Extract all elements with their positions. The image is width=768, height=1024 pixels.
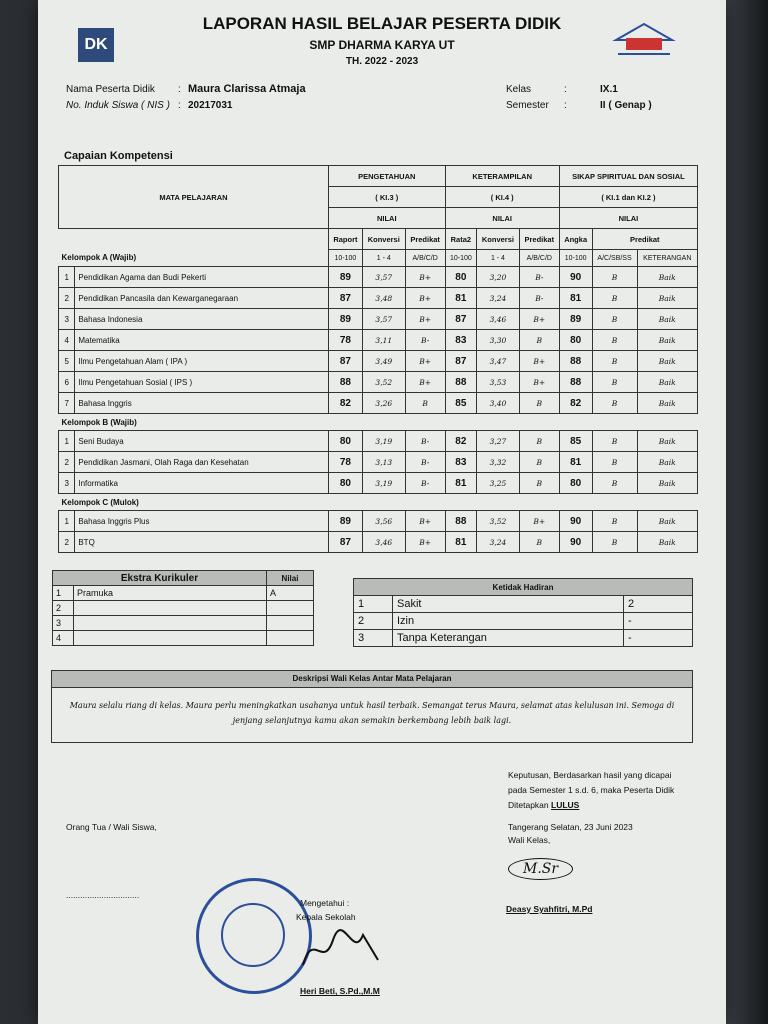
grade-k1: 3,13 <box>362 452 405 473</box>
grade-s: B <box>592 393 637 414</box>
ekstra-no: 4 <box>53 631 74 646</box>
grade-p2: B <box>519 452 559 473</box>
row-number: 2 <box>59 532 75 553</box>
grade-ket: Baik <box>637 473 697 494</box>
school-logo: DK <box>78 28 114 62</box>
grade-ket: Baik <box>637 431 697 452</box>
grade-k1: 3,49 <box>362 351 405 372</box>
grade-k2: 3,40 <box>477 393 520 414</box>
ekstra-value <box>267 616 314 631</box>
grade-a: 89 <box>559 309 592 330</box>
row-number: 2 <box>59 452 75 473</box>
table-row <box>59 393 698 414</box>
grade-a: 88 <box>559 351 592 372</box>
grade-k2: 3,47 <box>477 351 520 372</box>
grade-p1: B- <box>405 330 445 351</box>
ekstra-no: 2 <box>53 601 74 616</box>
grade-r2: 81 <box>445 532 476 553</box>
grade-k2: 3,24 <box>477 288 520 309</box>
grade-r: 87 <box>328 532 362 553</box>
grade-a: 90 <box>559 532 592 553</box>
grade-ket: Baik <box>637 452 697 473</box>
table-row <box>59 511 698 532</box>
ekstra-value: A <box>267 586 314 601</box>
col-sikap: SIKAP SPIRITUAL DAN SOSIAL <box>559 166 697 187</box>
attendance-no: 3 <box>354 630 393 647</box>
subject-name: Bahasa Inggris <box>75 393 329 414</box>
grade-p1: B- <box>405 431 445 452</box>
ekstra-row <box>53 631 314 646</box>
mengetahui-label: Mengetahui : <box>300 898 350 908</box>
ekstra-name <box>74 601 267 616</box>
attendance-value: - <box>624 613 693 630</box>
grade-r: 80 <box>328 431 362 452</box>
grade-k1: 3,57 <box>362 267 405 288</box>
nis-label: No. Induk Siswa ( NIS ) <box>66 100 170 111</box>
ekstra-title: Ekstra Kurikuler <box>53 571 267 586</box>
grade-a: 90 <box>559 267 592 288</box>
ekstra-row <box>53 616 314 631</box>
semester-value: II ( Genap ) <box>600 100 652 111</box>
place-date: Tangerang Selatan, 23 Juni 2023 <box>508 822 633 832</box>
subject-name: Bahasa Indonesia <box>75 309 329 330</box>
grade-a: 81 <box>559 288 592 309</box>
report-title: LAPORAN HASIL BELAJAR PESERTA DIDIK <box>202 14 562 33</box>
grade-r: 89 <box>328 511 362 532</box>
table-row <box>59 330 698 351</box>
grade-p1: B+ <box>405 267 445 288</box>
grade-k2: 3,20 <box>477 267 520 288</box>
semester-label: Semester <box>506 100 549 111</box>
description-text: Maura selalu riang di kelas. Maura perlu meningkatkan usahanya untuk hasil terbaik. Semangat terus Maura, selamat atas kelulusan ini. Semoga di jenjang selanjutnya kamu akan semakin berkembang lebih baik lagi. <box>69 701 675 725</box>
table-row <box>59 372 698 393</box>
attendance-row <box>354 613 693 630</box>
group-label: Kelompok C (Mulok) <box>61 497 139 507</box>
grade-k2: 3,32 <box>477 452 520 473</box>
attendance-name: Izin <box>393 613 624 630</box>
ekstra-value <box>267 601 314 616</box>
grade-s: B <box>592 288 637 309</box>
grade-s: B <box>592 431 637 452</box>
attendance-row <box>354 630 693 647</box>
grade-r2: 82 <box>445 431 476 452</box>
orang-tua-label: Orang Tua / Wali Siswa, <box>66 822 157 832</box>
range-label: A/B/C/D <box>405 250 445 267</box>
kepsek-signature-icon <box>298 925 388 975</box>
student-nis: 20217031 <box>188 100 233 111</box>
attendance-row <box>354 596 693 613</box>
grade-a: 80 <box>559 473 592 494</box>
wali-kelas-name: Deasy Syahfitri, M.Pd <box>506 904 593 914</box>
class-value: IX.1 <box>600 84 618 95</box>
grade-ket: Baik <box>637 330 697 351</box>
ekstra-name <box>74 631 267 646</box>
table-row <box>59 309 698 330</box>
grade-s: B <box>592 267 637 288</box>
group-label: Kelompok B (Wajib) <box>61 417 137 427</box>
table-row <box>59 532 698 553</box>
grade-p2: B <box>519 393 559 414</box>
grade-s: B <box>592 372 637 393</box>
grade-a: 82 <box>559 393 592 414</box>
attendance-table <box>353 578 693 647</box>
grade-k1: 3,11 <box>362 330 405 351</box>
row-number: 3 <box>59 309 75 330</box>
grade-k1: 3,52 <box>362 372 405 393</box>
grade-r: 89 <box>328 309 362 330</box>
col-subject: MATA PELAJARAN <box>59 166 329 229</box>
section-title: Capaian Kompetensi <box>64 150 173 162</box>
subject-name: BTQ <box>75 532 329 553</box>
grade-ket: Baik <box>637 351 697 372</box>
grade-r2: 80 <box>445 267 476 288</box>
grade-r2: 88 <box>445 511 476 532</box>
grade-r: 82 <box>328 393 362 414</box>
grade-k2: 3,25 <box>477 473 520 494</box>
grade-s: B <box>592 532 637 553</box>
class-label: Kelas <box>506 84 532 95</box>
grade-k2: 3,52 <box>477 511 520 532</box>
row-number: 7 <box>59 393 75 414</box>
col-keterampilan: KETERAMPILAN <box>445 166 559 187</box>
grade-p2: B- <box>519 288 559 309</box>
range-label: 1 - 4 <box>477 250 520 267</box>
group-label: Kelompok A (Wajib) <box>61 253 137 263</box>
attendance-name: Tanpa Keterangan <box>393 630 624 647</box>
grade-k2: 3,53 <box>477 372 520 393</box>
grade-r: 88 <box>328 372 362 393</box>
description-title: Deskripsi Wali Kelas Antar Mata Pelajaran <box>52 671 692 688</box>
ekstra-table <box>52 570 314 646</box>
grade-a: 85 <box>559 431 592 452</box>
grade-r: 80 <box>328 473 362 494</box>
grade-p1: B+ <box>405 511 445 532</box>
grade-p2: B <box>519 473 559 494</box>
grade-p1: B+ <box>405 532 445 553</box>
grade-s: B <box>592 511 637 532</box>
keputusan-3: Ditetapkan LULUS <box>508 800 580 810</box>
subject-name: Matematika <box>75 330 329 351</box>
table-row <box>59 267 698 288</box>
row-number: 3 <box>59 473 75 494</box>
ekstra-row <box>53 601 314 616</box>
ekstra-nilai: Nilai <box>267 571 314 586</box>
grade-s: B <box>592 452 637 473</box>
grade-r: 87 <box>328 351 362 372</box>
row-number: 1 <box>59 511 75 532</box>
subject-name: Pendidikan Jasmani, Olah Raga dan Kesehatan <box>75 452 329 473</box>
grade-k1: 3,48 <box>362 288 405 309</box>
ekstra-no: 1 <box>53 586 74 601</box>
name-label: Nama Peserta Didik <box>66 84 155 95</box>
grade-ket: Baik <box>637 532 697 553</box>
grade-r2: 87 <box>445 309 476 330</box>
subject-name: Informatika <box>75 473 329 494</box>
keputusan-2: pada Semester 1 s.d. 6, maka Peserta Didik <box>508 785 675 795</box>
ekstra-row <box>53 586 314 601</box>
grade-k1: 3,56 <box>362 511 405 532</box>
range-label: 10-100 <box>559 250 592 267</box>
ekstra-name <box>74 616 267 631</box>
grade-p1: B+ <box>405 288 445 309</box>
row-number: 4 <box>59 330 75 351</box>
grade-s: B <box>592 309 637 330</box>
grade-k2: 3,24 <box>477 532 520 553</box>
grade-k2: 3,46 <box>477 309 520 330</box>
school-name: SMP DHARMA KARYA UT <box>309 38 455 52</box>
kepsek-label: Kepala Sekolah <box>296 912 356 922</box>
attendance-value: - <box>624 630 693 647</box>
grade-r: 87 <box>328 288 362 309</box>
grade-k2: 3,27 <box>477 431 520 452</box>
grade-p1: B- <box>405 473 445 494</box>
grade-p2: B+ <box>519 309 559 330</box>
grade-r: 78 <box>328 452 362 473</box>
grade-p1: B- <box>405 452 445 473</box>
subject-name: Bahasa Inggris Plus <box>75 511 329 532</box>
range-label: KETERANGAN <box>637 250 697 267</box>
grade-ket: Baik <box>637 288 697 309</box>
description-box <box>51 670 693 743</box>
grade-p1: B+ <box>405 309 445 330</box>
grade-a: 81 <box>559 452 592 473</box>
ekstra-no: 3 <box>53 616 74 631</box>
grade-p2: B+ <box>519 511 559 532</box>
attendance-name: Sakit <box>393 596 624 613</box>
grade-ket: Baik <box>637 393 697 414</box>
grade-r: 89 <box>328 267 362 288</box>
ekstra-name: Pramuka <box>74 586 267 601</box>
attendance-no: 1 <box>354 596 393 613</box>
kepsek-name: Heri Beti, S.Pd.,M.M <box>300 986 380 996</box>
grade-p1: B <box>405 393 445 414</box>
grade-ket: Baik <box>637 511 697 532</box>
table-row <box>59 431 698 452</box>
keputusan-1: Keputusan, Berdasarkan hasil yang dicapai <box>508 770 672 780</box>
grade-a: 90 <box>559 511 592 532</box>
range-label: 10-100 <box>328 250 362 267</box>
grade-k1: 3,19 <box>362 473 405 494</box>
grade-p1: B+ <box>405 372 445 393</box>
grade-p2: B+ <box>519 351 559 372</box>
grade-s: B <box>592 351 637 372</box>
row-number: 5 <box>59 351 75 372</box>
grade-p2: B- <box>519 267 559 288</box>
student-name: Maura Clarissa Atmaja <box>188 83 306 95</box>
grade-r: 78 <box>328 330 362 351</box>
status-lulus: LULUS <box>551 800 580 810</box>
attendance-no: 2 <box>354 613 393 630</box>
grade-k2: 3,30 <box>477 330 520 351</box>
page-edge-shadow <box>726 0 768 1024</box>
grade-k1: 3,19 <box>362 431 405 452</box>
attendance-value: 2 <box>624 596 693 613</box>
grade-p2: B <box>519 330 559 351</box>
grades-table: MATA PELAJARAN PENGETAHUAN KETERAMPILAN SIKAP SPIRITUAL DAN SOSIAL ( KI.3 ) ( KI.4 ) ( KI.1 dan KI.2 ) NILAI NILAI NILAI Raport Konversi Predikat Rata2 Konversi Predikat Angka Predikat Kelompok A (Wajib) 10-100 1 - 4 A/B/C/D 10-100 1 - 4 A/B/C/D 10-100 A/C/SB/SS KETERANGAN 1 Pendidikan Agama dan Budi Pekerti 89 3,57 B+ 80 3,20 B- 90 B Baik 2 Pendidikan Pancasila dan Kewarganegaraan 87 3,48 B+ 81 3,24 B- 81 B Baik 3 Bahasa Indonesia 89 3,57 B+ 87 3,46 B+ 89 B Baik 4 Matematika 78 3,11 B- 83 3,30 B 80 B Baik 5 Ilmu Pengetahuan Alam ( IPA ) 87 3,49 B+ 87 3,47 B+ 88 B Baik 6 Ilmu Pengetahuan Sosial ( IPS ) 88 3,52 B+ 88 3,53 B+ 88 B Baik 7 Bahasa Inggris 82 3,26 B 85 3,40 B 82 B Baik Kelompok B (Wajib) 1 Seni Budaya 80 3,19 B- 82 3,27 B 85 B Baik 2 Pendidikan Jasmani, Olah Raga dan Kesehatan 78 3,13 B- 83 3,32 B 81 B Baik 3 Informatika 80 3,19 B- 81 3,25 B 80 B Baik Kelompok C (Mulok) 1 Bahasa Inggris Plus 89 3,56 B+ 88 3,52 B+ 90 B Baik 2 BTQ 87 3,46 B+ 81 3,24 B 90 B Baik <box>58 165 698 553</box>
grade-r2: 83 <box>445 452 476 473</box>
grade-k1: 3,26 <box>362 393 405 414</box>
grade-ket: Baik <box>637 372 697 393</box>
ekstra-value <box>267 631 314 646</box>
grade-p2: B <box>519 532 559 553</box>
grade-r2: 81 <box>445 288 476 309</box>
subject-name: Seni Budaya <box>75 431 329 452</box>
grade-k1: 3,46 <box>362 532 405 553</box>
grade-r2: 88 <box>445 372 476 393</box>
table-row <box>59 452 698 473</box>
school-stamp <box>196 878 312 994</box>
grade-p1: B+ <box>405 351 445 372</box>
row-number: 6 <box>59 372 75 393</box>
subject-name: Ilmu Pengetahuan Sosial ( IPS ) <box>75 372 329 393</box>
table-row <box>59 288 698 309</box>
attendance-title: Ketidak Hadiran <box>354 579 693 596</box>
grade-p2: B+ <box>519 372 559 393</box>
grade-k1: 3,57 <box>362 309 405 330</box>
report-page: DK LAPORAN HASIL BELAJAR PESERTA DIDIK SMP DHARMA KARYA UT TH. 2022 - 2023 Nama Peserta Didik : Maura Clarissa Atmaja No. Induk Siswa ( NIS ) : 20217031 Kelas : IX.1 Semester : II ( Genap ) Capaian Kompetensi MATA PELAJARAN PENGETAHUAN KETERAMPILAN SIKAP SPIRITUAL DAN SOSIAL ( KI.3 ) ( KI.4 ) ( KI.1 dan KI.2 ) NILAI NILAI NILAI Raport Konversi Predikat Rata2 Konversi Predikat Angka Predikat Kelompok A (Wajib) 10-100 1 - 4 A/B/C/D 10-100 1 - 4 A/B/C/D 10-100 A/C/SB/SS KETERANGAN 1 Pendidikan Agama dan Budi Pekerti 89 3,57 B+ 80 3,20 B- 90 B Baik 2 Pendidikan Pancasila dan Kewarganegaraan 87 3,48 B+ 81 3,24 B- 81 B Baik 3 Bahasa Indonesia 89 3,57 B+ 87 3,46 B+ 89 B Baik 4 Matematika 78 3,11 B- 83 3,30 B 80 B Baik 5 Ilmu Pengetahuan Alam ( IPA ) 87 3,49 B+ 87 3,47 B+ 88 B Baik 6 Ilmu Pengetahuan Sosial ( IPS ) 88 3,52 B+ 88 3,53 B+ 88 B Baik 7 Bahasa Inggris 82 3,26 B 85 3,40 B 82 B Baik Kelompok B (Wajib) 1 Seni Budaya 80 3,19 B- 82 3,27 B 85 B Baik 2 Pendidikan Jasmani, Olah Raga dan Kesehatan 78 3,13 B- 83 3,32 B 81 B Baik 3 Informatika 80 3,19 B- 81 3,25 B 80 B Baik Kelompok C (Mulok) 1 Bahasa Inggris Plus 89 3,56 B+ 88 3,52 B+ 90 B Baik 2 BTQ 87 3,46 B+ 81 3,24 B 90 B Baik Ekstra Kurikuler Nilai 1 Pramuka A 2 3 4 Ketidak Hadiran 1 Sakit 2 2 Izin - 3 Tanpa Keterangan - Deskripsi Wali Kelas Antar Mata Pelajaran Maura selalu riang di kelas. Maura perlu meningkatkan usahanya untuk hasil terbaik. Semangat terus Maura, selamat atas kelulusan ini. Semoga di jenjang selanjutnya kamu akan semakin berkembang lebih baik lagi. Keputusan, Berdasarkan hasil yang dicapai pada Semester 1 s.d. 6, maka Peserta Didik Ditetapkan LULUS Tangerang Selatan, 23 Juni 2023 Wali Kelas, M.Sr Deasy Syahfitri, M.Pd Orang Tua / Wali Siswa, ............................... Mengetahui : Kepala Sekolah Heri Beti, S.Pd.,M.M <box>38 0 726 1024</box>
col-pengetahuan: PENGETAHUAN <box>328 166 445 187</box>
grade-a: 88 <box>559 372 592 393</box>
range-label: A/B/C/D <box>519 250 559 267</box>
grade-s: B <box>592 330 637 351</box>
grade-r2: 87 <box>445 351 476 372</box>
school-year: TH. 2022 - 2023 <box>345 56 419 67</box>
range-label: A/C/SB/SS <box>592 250 637 267</box>
grade-ket: Baik <box>637 309 697 330</box>
range-label: 10-100 <box>445 250 476 267</box>
grade-s: B <box>592 473 637 494</box>
orang-tua-line: ............................... <box>66 890 140 900</box>
grade-p2: B <box>519 431 559 452</box>
wali-signature: M.Sr <box>508 858 573 880</box>
table-row <box>59 473 698 494</box>
range-label: 1 - 4 <box>362 250 405 267</box>
subject-name: Pendidikan Pancasila dan Kewarganegaraan <box>75 288 329 309</box>
subject-name: Pendidikan Agama dan Budi Pekerti <box>75 267 329 288</box>
grade-r2: 83 <box>445 330 476 351</box>
table-row <box>59 351 698 372</box>
grade-r2: 85 <box>445 393 476 414</box>
row-number: 2 <box>59 288 75 309</box>
grade-r2: 81 <box>445 473 476 494</box>
wali-kelas-label: Wali Kelas, <box>508 835 551 845</box>
row-number: 1 <box>59 431 75 452</box>
grade-a: 80 <box>559 330 592 351</box>
subject-name: Ilmu Pengetahuan Alam ( IPA ) <box>75 351 329 372</box>
grade-ket: Baik <box>637 267 697 288</box>
row-number: 1 <box>59 267 75 288</box>
